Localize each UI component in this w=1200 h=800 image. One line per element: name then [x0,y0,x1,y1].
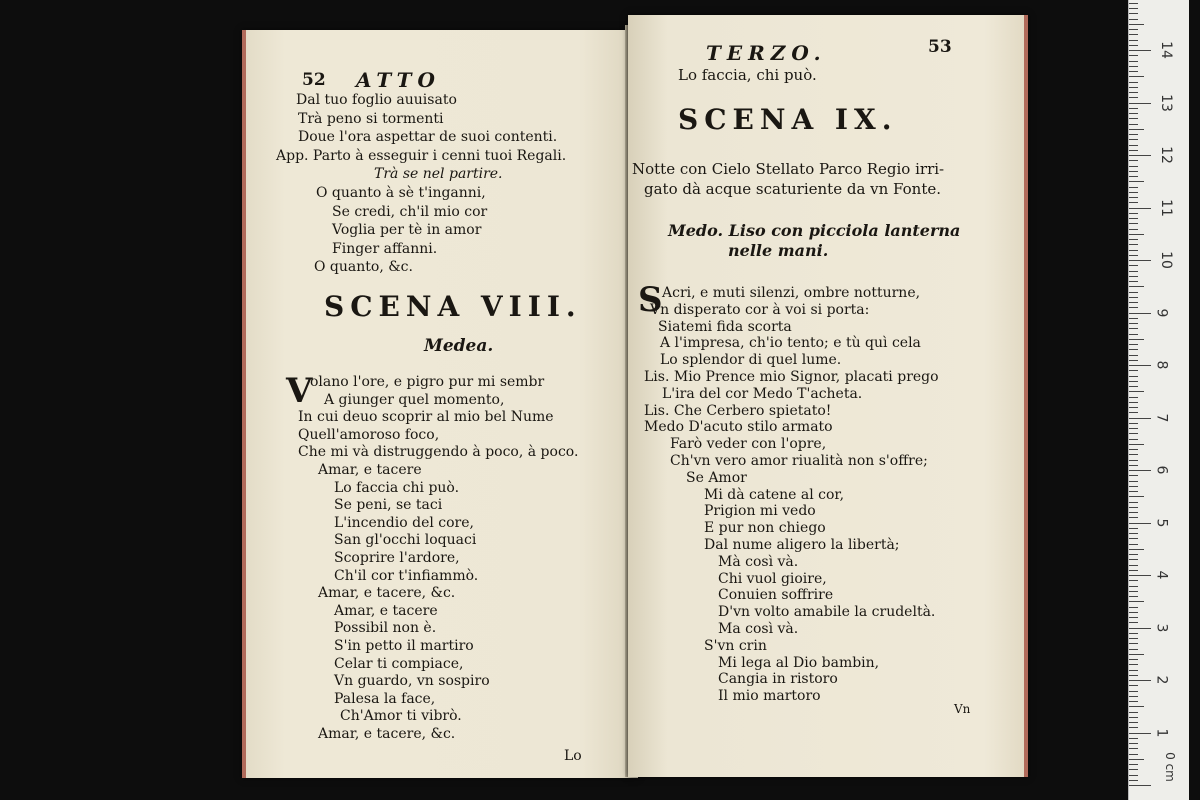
ruler-tick [1129,407,1138,408]
ruler-tick [1129,591,1138,592]
text-line: Vn guardo, vn sospiro [334,673,490,690]
text-line: Amar, e tacere [318,462,422,478]
ruler-tick [1129,213,1138,214]
ruler-tick [1129,218,1138,219]
ruler-tick [1129,208,1151,209]
ruler-tick [1129,234,1144,235]
ruler-tick [1129,533,1138,534]
ruler-tick [1129,87,1138,88]
ruler-tick [1129,255,1138,256]
ruler-tick [1129,481,1138,482]
characters-line: nelle mani. [728,241,829,260]
ruler-tick [1129,29,1138,30]
ruler-tick [1129,738,1138,739]
drop-cap: S [638,280,663,320]
ruler-number: 14 [1157,41,1174,59]
ruler-tick [1129,145,1138,146]
ruler-tick [1129,376,1138,377]
ruler-tick [1129,549,1144,550]
ruler-tick [1129,129,1144,130]
text-line: App. Parto à esseguir i cenni tuoi Regali. [276,147,567,164]
ruler-tick [1129,654,1144,655]
text-line: Se credi, ch'il mio cor [332,203,488,220]
setting-line: Notte con Cielo Stellato Parco Regio irri- [632,160,945,178]
text-line: Doue l'ora aspettar de suoi contenti. [298,129,558,146]
ruler-tick [1129,412,1138,413]
ruler-tick [1129,323,1138,324]
setting-line: gato dà acque scaturiente da vn Fonte. [644,180,942,198]
text-line: Lo faccia chi può. [334,479,460,496]
ruler-tick [1129,475,1138,476]
text-line: Conuien soffrire [718,587,834,604]
text-line: Ch'Amor ti vibrò. [340,708,462,725]
ruler-tick [1129,244,1138,245]
text-line: Trà peno si tormenti [298,110,444,127]
text-line: Se peni, se taci [334,497,443,514]
text-line: In cui deuo scoprir al mio bel Nume [298,409,554,426]
right-page [628,15,1028,777]
ruler-tick [1129,612,1138,613]
ruler-tick [1129,391,1144,392]
ruler-tick [1129,670,1138,671]
text-line: E pur non chiego [704,520,826,537]
ruler-tick [1129,764,1138,765]
text-line: Lo splendor di quel lume. [660,352,842,369]
ruler-tick [1129,664,1138,665]
ruler-tick [1129,292,1138,293]
ruler-tick [1129,775,1138,776]
ruler-number: 8 [1153,360,1170,370]
ruler-tick [1129,675,1138,676]
ruler-number: 4 [1153,570,1170,580]
text-line: Che mi và distruggendo à poco, à poco. [298,444,579,461]
text-line: Lo faccia, chi può. [678,66,817,84]
ruler-tick [1129,460,1138,461]
ruler-tick [1129,570,1138,571]
ruler-tick [1129,523,1151,524]
ruler-tick [1129,727,1138,728]
ruler-tick [1129,313,1151,314]
ruler-tick [1129,559,1138,560]
ruler-tick [1129,748,1138,749]
text-line: S'in petto il martiro [334,638,474,654]
ruler-unit-label: 0 cm [1162,752,1177,782]
characters-line: Medo. Liso con picciola lanterna [668,221,961,240]
ruler-tick [1129,528,1138,529]
ruler-tick [1129,349,1138,350]
ruler-tick [1129,171,1138,172]
ruler-tick [1129,454,1138,455]
ruler-tick [1129,118,1138,119]
ruler-tick [1129,13,1138,14]
text-line: Vn disperato cor à voi si porta: [650,301,870,318]
ruler-tick [1129,706,1144,707]
text-line: Quell'amoroso foco, [298,426,440,443]
text-line: A giunger quel momento, [324,391,505,408]
text-line: Prigion mi vedo [704,503,816,520]
ruler-tick [1129,544,1138,545]
ruler-tick [1129,124,1138,125]
ruler-tick [1129,150,1138,151]
text-line: Trà se nel partire. [374,166,503,183]
ruler-tick [1129,281,1138,282]
ruler-tick [1129,722,1138,723]
ruler-number: 10 [1157,251,1174,269]
running-header: TERZO. [706,41,827,65]
ruler-tick [1129,685,1138,686]
ruler-number: 1 [1153,728,1170,737]
ruler-tick [1129,55,1138,56]
ruler-tick [1129,339,1144,340]
ruler-tick [1129,691,1138,692]
text-line: Il mio martoro [718,688,821,705]
ruler-tick [1129,45,1138,46]
ruler-tick [1129,108,1138,109]
text-line: Acri, e muti silenzi, ombre notturne, [662,285,921,301]
ruler-tick [1129,428,1138,429]
text-line: Ch'il cor t'infiammò. [334,567,479,584]
ruler-tick [1129,433,1138,434]
open-book [242,15,1032,785]
ruler-tick [1129,134,1138,135]
ruler-tick [1129,50,1151,51]
ruler-tick [1129,586,1138,587]
ruler-tick [1129,92,1138,93]
text-line: Lis. Mio Prence mio Signor, placati prego [644,369,939,385]
text-line: Cangia in ristoro [718,671,838,688]
text-line: olano l'ore, e pigro pur mi sembr [310,374,545,390]
ruler-tick [1129,538,1138,539]
text-line: D'vn volto amabile la crudeltà. [718,604,936,621]
ruler-tick [1129,512,1138,513]
text-line: Chi vuol gioire, [718,570,827,587]
ruler-tick [1129,76,1144,77]
ruler-tick [1129,470,1151,471]
text-line: Amar, e tacere, &c. [318,726,456,742]
ruler-tick [1129,717,1138,718]
ruler-tick [1129,580,1138,581]
ruler-tick [1129,139,1138,140]
ruler-tick [1129,318,1138,319]
text-line: L'incendio del core, [334,514,474,531]
ruler-tick [1129,397,1138,398]
ruler-tick [1129,344,1138,345]
ruler-tick [1129,712,1138,713]
catchword: Vn [954,702,971,716]
ruler-tick [1129,701,1138,702]
text-line: Ch'vn vero amor riualità non s'offre; [670,453,928,469]
ruler-tick [1129,565,1138,566]
text-line: Scoprire l'ardore, [334,550,460,566]
text-line: Lis. Che Cerbero spietato! [644,402,832,419]
ruler-tick [1129,596,1138,597]
ruler-tick [1129,696,1138,697]
ruler-tick [1129,360,1138,361]
ruler-tick [1129,575,1151,576]
text-line: S'vn crin [704,637,767,654]
ruler-tick [1129,286,1144,287]
ruler-tick [1129,381,1138,382]
ruler-tick [1129,780,1138,781]
scene-title: SCENA VIII. [324,290,582,323]
text-line: Celar ti compiace, [334,655,464,672]
ruler-tick [1129,160,1138,161]
ruler-tick [1129,643,1138,644]
text-line: Possibil non è. [334,620,437,637]
ruler-number: 3 [1153,623,1170,632]
ruler-tick [1129,622,1138,623]
text-line: Mi dà catene al cor, [704,486,845,503]
ruler-tick [1129,517,1138,518]
ruler-tick [1129,680,1151,681]
ruler-tick [1129,265,1138,266]
text-line: Amar, e tacere [334,602,438,619]
ruler-tick [1129,659,1138,660]
text-line: Ma così và. [718,621,799,637]
ruler-tick [1129,328,1138,329]
text-line: Farò veder con l'opre, [670,436,827,453]
ruler-tick [1129,370,1138,371]
ruler-number: 13 [1157,93,1174,112]
ruler-tick [1129,365,1151,366]
left-page [242,30,638,778]
ruler-tick [1129,754,1138,755]
text-line: Mà così và. [718,553,799,570]
ruler-tick [1129,34,1138,35]
ruler-number: 11 [1157,198,1174,217]
ruler-number: 7 [1153,413,1170,422]
page-number: 52 [302,70,326,90]
ruler-tick [1129,229,1138,230]
text-line: Amar, e tacere, &c. [318,585,456,602]
ruler-number: 2 [1153,675,1170,685]
ruler-tick [1129,302,1138,303]
ruler-tick [1129,402,1138,403]
text-line: Medo D'acuto stilo armato [644,419,833,436]
ruler-tick [1129,334,1138,335]
scene-subtitle: Medea. [424,336,494,356]
text-line: L'ira del cor Medo T'acheta. [662,385,863,402]
text-line: O quanto, &c. [314,259,413,276]
ruler-tick [1129,465,1138,466]
ruler-tick [1129,307,1138,308]
ruler-tick [1129,239,1138,240]
ruler-tick [1129,197,1138,198]
text-line: Mi lega al Dio bambin, [718,654,880,671]
text-line: Dal tuo foglio auuisato [296,92,457,108]
text-line: Dal nume aligero la libertà; [704,537,900,553]
ruler-tick [1129,601,1144,602]
ruler-tick [1129,649,1138,650]
ruler-tick [1129,785,1151,786]
ruler-tick [1129,250,1138,251]
text-line: Se Amor [686,469,747,486]
ruler-tick [1129,260,1151,261]
ruler-tick [1129,181,1144,182]
ruler-tick [1129,166,1138,167]
ruler-tick [1129,276,1138,277]
ruler-tick [1129,71,1138,72]
ruler-tick [1129,439,1138,440]
ruler-tick [1129,418,1151,419]
ruler-tick [1129,271,1138,272]
ruler-tick [1129,743,1138,744]
ruler-tick [1129,444,1144,445]
ruler-tick [1129,554,1138,555]
ruler-tick [1129,3,1138,4]
ruler-tick [1129,507,1138,508]
measurement-ruler [1128,0,1189,800]
ruler-tick [1129,97,1138,98]
text-line: Finger affanni. [332,240,438,257]
ruler-tick [1129,155,1151,156]
ruler-number: 9 [1153,308,1170,317]
ruler-tick [1129,187,1138,188]
running-header: ATTO [356,68,441,92]
ruler-tick [1129,82,1138,83]
ruler-tick [1129,19,1138,20]
ruler-tick [1129,192,1138,193]
catchword: Lo [564,748,582,764]
ruler-tick [1129,733,1151,734]
page-number: 53 [928,37,952,57]
text-line: Siatemi fida scorta [658,318,792,335]
text-line: O quanto à sè t'inganni, [316,185,486,201]
ruler-tick [1129,103,1151,104]
ruler-tick [1129,633,1138,634]
ruler-tick [1129,355,1138,356]
text-line: Palesa la face, [334,690,436,707]
ruler-tick [1129,628,1151,629]
ruler-tick [1129,66,1138,67]
ruler-tick [1129,491,1138,492]
scene-title: SCENA IX. [678,103,898,136]
ruler-tick [1129,113,1138,114]
ruler-tick [1129,486,1138,487]
ruler-tick [1129,223,1138,224]
ruler-tick [1129,617,1138,618]
ruler-tick [1129,423,1138,424]
ruler-number: 5 [1153,518,1170,527]
ruler-tick [1129,759,1144,760]
ruler-number: 6 [1153,465,1170,475]
ruler-tick [1129,607,1138,608]
drop-cap: V [286,371,313,411]
ruler-tick [1129,502,1138,503]
ruler-tick [1129,202,1138,203]
ruler-tick [1129,61,1138,62]
ruler-tick [1129,8,1138,9]
text-line: San gl'occhi loquaci [334,532,477,549]
text-line: A l'impresa, ch'io tento; e tù quì cela [660,335,921,352]
ruler-tick [1129,638,1138,639]
ruler-tick [1129,386,1138,387]
ruler-tick [1129,40,1138,41]
text-line: Voglia per tè in amor [332,222,482,239]
ruler-tick [1129,496,1144,497]
ruler-tick [1129,769,1138,770]
ruler-tick [1129,176,1138,177]
ruler-tick [1129,449,1138,450]
ruler-tick [1129,24,1144,25]
ruler-tick [1129,297,1138,298]
ruler-number: 12 [1157,146,1174,164]
